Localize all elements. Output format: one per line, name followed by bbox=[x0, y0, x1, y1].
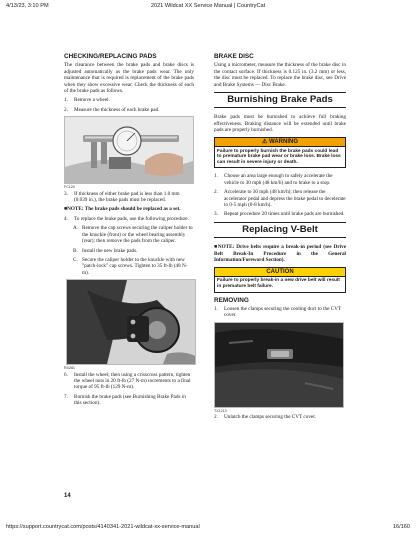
substep-c: C. Secure the caliper holder to the knuckle with new "patch-lock" cap screws. Tighten to 35 ft-lb (48 N-m). bbox=[73, 256, 188, 276]
burnish-intro: Brake pads must be burnished to achieve full braking effectiveness. Braking distance will be extended until brake pads are properly burnished. bbox=[214, 114, 346, 134]
step-1: 1. Remove a wheel. bbox=[64, 97, 110, 104]
burnish-step-1: 1. Choose an area large enough to safely accelerate the vehicle to 30 mph (48 km/h) and to brake to a stop. bbox=[214, 173, 333, 186]
figure-code-2: RX281 bbox=[64, 366, 75, 371]
vbelt-note: ■NOTE: Drive belts require a break-in period (see Drive Belt Break-In Procedure in the General Information/Foreword Section). bbox=[214, 244, 347, 264]
caliper-illustration bbox=[65, 117, 193, 183]
replacing-vbelt-banner: Replacing V-Belt bbox=[214, 222, 346, 238]
warning-label: ⚠ WARNING bbox=[215, 138, 345, 147]
step-4: 4. To replace the brake pads, use the following procedure. bbox=[64, 215, 189, 222]
note-replace-set: ■NOTE: The brake pads should be replaced as a set. bbox=[64, 206, 181, 213]
caliper-knuckle-illustration bbox=[67, 280, 195, 364]
caution-label: CAUTION bbox=[215, 268, 345, 277]
print-title: 2021 Wildcat XX Service Manual | CountryCat bbox=[150, 3, 266, 9]
print-page-count: 16/160 bbox=[392, 524, 410, 530]
burnish-step-3: 3. Repeat procedure 20 times until brake pads are burnished. bbox=[214, 211, 345, 218]
caliper-measurement-photo bbox=[64, 116, 194, 184]
checking-pads-intro: The clearance between the brake pads and brake discs is adjusted automatically as the brake pads wear. The only maintenance that is required is replacement of the brake pads when they show excessive wear. Check the thickness of each of the brake pads as follows. bbox=[64, 62, 194, 95]
step-6: 6. Install the wheel; then using a crisscross pattern, tighten the wheel nuts in 20 ft-lb (27 N-m) increments to a final torque of 95 ft-lb (129 N-m). bbox=[64, 371, 191, 391]
cvt-cover-photo bbox=[214, 322, 344, 408]
step-2: 2. Measure the thickness of each brake pad. bbox=[64, 106, 160, 113]
figure-code-1: FC120 bbox=[64, 185, 75, 190]
substep-b: B. Install the new brake pads. bbox=[73, 247, 138, 254]
print-footer bbox=[6, 524, 410, 534]
burnishing-banner: Burnishing Brake Pads bbox=[214, 92, 346, 108]
step-3: 3. If thickness of either brake pad is less than 1.0 mm (0.039 in.), the brake pads must be replaced. bbox=[64, 190, 180, 204]
removing-step-2: 2. Unlatch the clamps securing the CVT cover. bbox=[214, 414, 316, 421]
print-header bbox=[6, 3, 410, 13]
checking-pads-heading: CHECKING/REPLACING PADS bbox=[64, 53, 157, 60]
print-datetime: 4/13/23, 3:10 PM bbox=[6, 3, 49, 9]
cvt-cover-illustration bbox=[215, 323, 343, 407]
removing-step-1: 1. Loosen the clamps securing the cooling duct to the CVT cover. bbox=[214, 305, 342, 319]
substep-a: A. Remove the cap screws securing the caliper holder to the knuckle (front) or the wheel bearing assembly (rear); then remove the pads from the caliper. bbox=[73, 225, 193, 245]
figure-code-3: TX1213 bbox=[214, 408, 227, 413]
step-7: 7. Burnish the brake pads (see Burnishing Brake Pads in this section). bbox=[64, 393, 186, 407]
removing-heading: REMOVING bbox=[214, 296, 249, 304]
warning-text: Failure to properly burnish the brake pads could lead to premature brake pad wear or brake loss. Brake loss can result in severe injury or death. bbox=[217, 148, 341, 166]
caliper-knuckle-photo bbox=[66, 279, 196, 365]
print-url[interactable]: https://support.countrycat.com/posts/4140341-2021-wildcat-xx-service-manual bbox=[6, 524, 200, 530]
left-column bbox=[64, 54, 194, 410]
right-column bbox=[214, 54, 346, 424]
caution-box bbox=[214, 267, 346, 293]
warning-box bbox=[214, 137, 346, 169]
page-number: 14 bbox=[64, 493, 71, 499]
brake-disc-text: Using a micrometer, measure the thickness of the brake disc in the contact surface. If thickness is 0.125 in. (3.2 mm) or less, the disc must be replaced. To replace the brake disc, see Drive and Brake Systems — Disc Brake. bbox=[214, 62, 346, 88]
burnish-step-2: 2. Accelerate to 30 mph (48 km/h); then release the accelerator pedal and depress the brake pedal to decelerate to 0-5 mph (0-8 km/h). bbox=[214, 189, 346, 209]
caution-text: Failure to properly break-in a new drive belt will result in premature belt failure. bbox=[217, 278, 340, 290]
brake-disc-heading: BRAKE DISC bbox=[214, 53, 254, 60]
